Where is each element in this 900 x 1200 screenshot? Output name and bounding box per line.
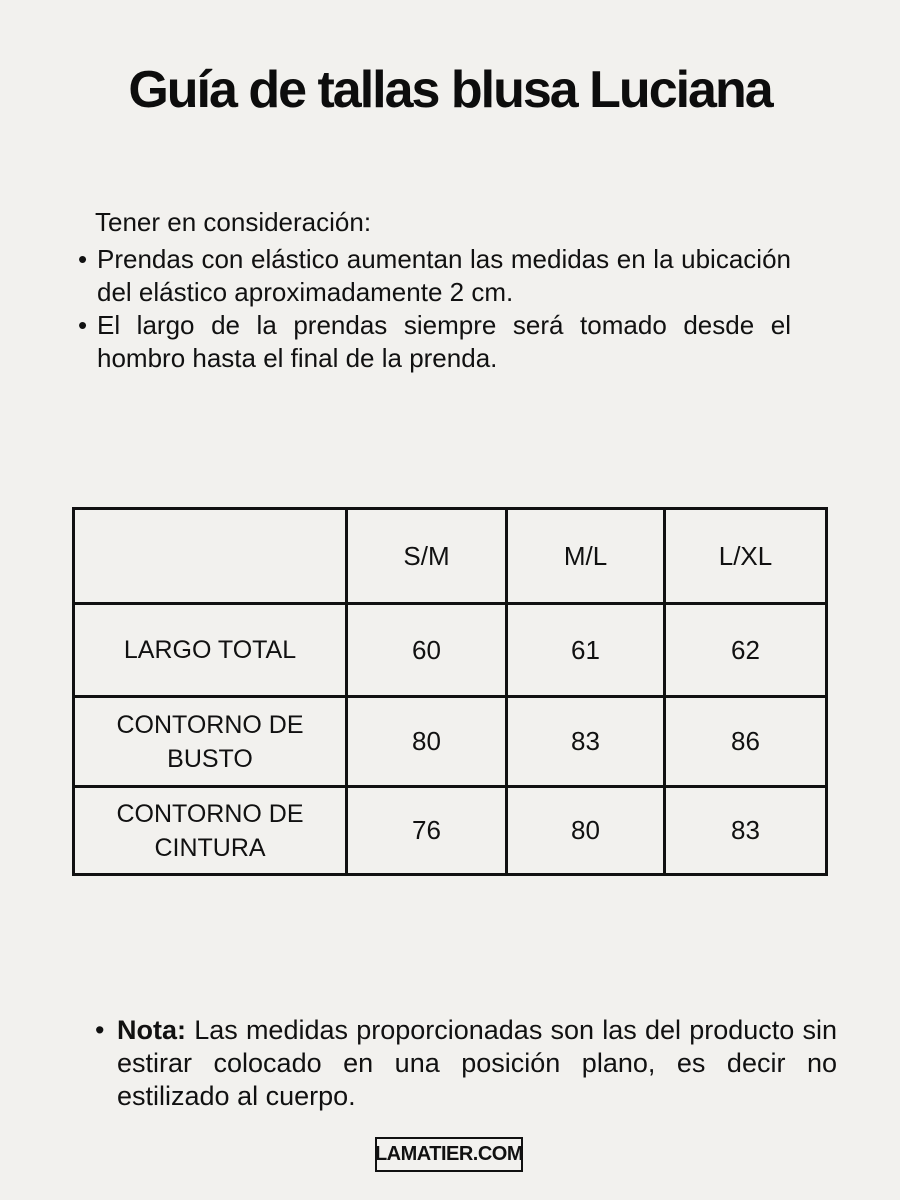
brand-label: LAMATIER.COM xyxy=(374,1143,524,1165)
size-col-ml: M/L xyxy=(507,509,665,604)
considerations-section xyxy=(78,206,810,375)
note-item xyxy=(95,1014,837,1113)
cell-value: 76 xyxy=(347,787,507,875)
cell-value: 60 xyxy=(347,604,507,697)
cell-value: 86 xyxy=(665,697,827,787)
cell-value: 62 xyxy=(665,604,827,697)
size-col-sm: S/M xyxy=(347,509,507,604)
row-label-contorno-busto: CONTORNO DE BUSTO xyxy=(74,697,347,787)
bullet-list xyxy=(78,243,810,375)
size-table xyxy=(72,507,828,876)
brand-box xyxy=(375,1137,523,1172)
cell-value: 80 xyxy=(347,697,507,787)
table-row xyxy=(74,697,827,787)
cell-value: 83 xyxy=(665,787,827,875)
table-row xyxy=(74,787,827,875)
note-section xyxy=(95,1014,837,1113)
table-header-row xyxy=(74,509,827,604)
note-label: Nota: xyxy=(117,1015,186,1045)
table-corner-cell xyxy=(74,509,347,604)
page-title: Guía de tallas blusa Luciana xyxy=(128,61,772,119)
note-text: Las medidas proporcionadas son las del producto sin estirar colocado en una posición plano, es decir no estilizado al cuerpo. xyxy=(117,1015,837,1111)
table-row xyxy=(74,604,827,697)
row-label-contorno-cintura: CONTORNO DE CINTURA xyxy=(74,787,347,875)
cell-value: 80 xyxy=(507,787,665,875)
intro-heading: Tener en consideración: xyxy=(95,207,372,237)
size-col-lxl: L/XL xyxy=(665,509,827,604)
cell-value: 61 xyxy=(507,604,665,697)
cell-value: 83 xyxy=(507,697,665,787)
row-label-largo-total: LARGO TOTAL xyxy=(74,604,347,697)
bullet-item: • Prendas con elástico aumentan las medidas en la ubicación del elástico aproximadamente 2 cm. xyxy=(78,243,791,309)
bullet-item: • El largo de la prendas siempre será tomado desde el hombro hasta el final de la prenda. xyxy=(78,309,791,375)
